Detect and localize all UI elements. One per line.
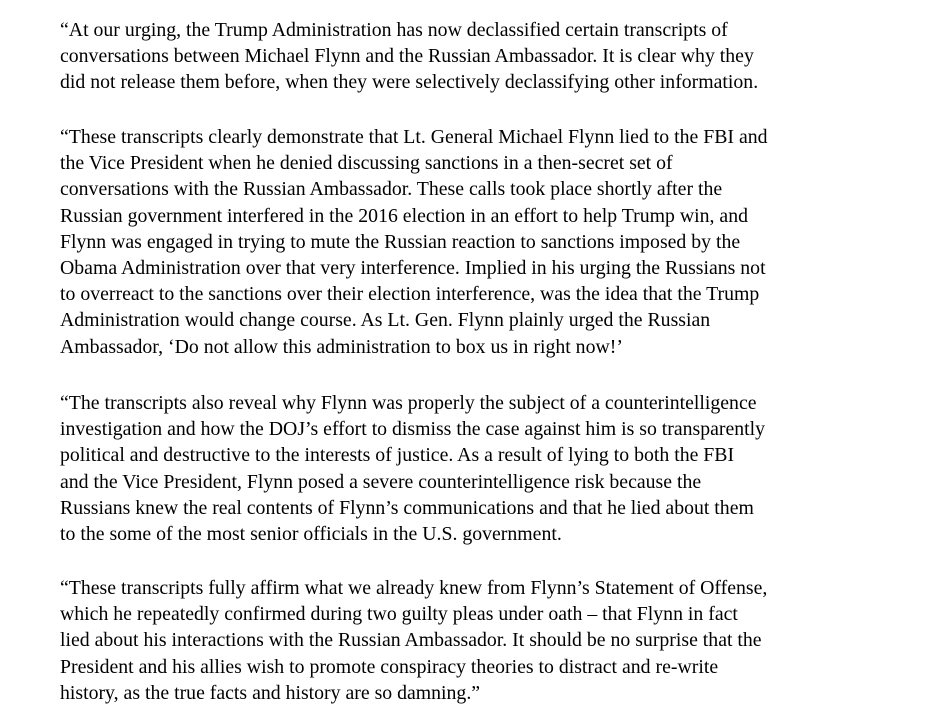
text-line: Russian government interfered in the 2016 election in an effort to help Trump win, and xyxy=(60,204,748,227)
text-line: investigation and how the DOJ’s effort to dismiss the case against him is so transparently xyxy=(60,418,766,441)
text-line: “These transcripts fully affirm what we already knew from Flynn’s Statement of Offense, xyxy=(60,577,768,599)
text-line: “The transcripts also reveal why Flynn was properly the subject of a counterintelligence xyxy=(60,392,757,414)
text-line: to overreact to the sanctions over their election interference, was the idea that the Trump xyxy=(60,283,760,306)
text-line: lied about his interactions with the Russian Ambassador. It should be no surprise that the xyxy=(60,629,762,652)
text-line: Flynn was engaged in trying to mute the Russian reaction to sanctions imposed by the xyxy=(60,230,741,253)
text-line: Russians knew the real contents of Flynn’s communications and that he lied about them xyxy=(60,496,754,519)
text-line: the Vice President when he denied discussing sanctions in a then-secret set of xyxy=(60,152,673,175)
paragraph-4 xyxy=(60,575,767,706)
paragraph-2 xyxy=(60,124,768,360)
text-line: and the Vice President, Flynn posed a severe counterintelligence risk because the xyxy=(60,470,702,493)
text-line: Ambassador, ‘Do not allow this administration to box us in right now!’ xyxy=(60,335,623,358)
text-line: conversations with the Russian Ambassador. These calls took place shortly after the xyxy=(60,178,723,201)
text-line: history, as the true facts and history are so damning.” xyxy=(60,681,481,704)
text-line: Administration would change course. As Lt. Gen. Flynn plainly urged the Russian xyxy=(60,309,711,332)
text-line: “These transcripts clearly demonstrate that Lt. General Michael Flynn lied to the FBI and xyxy=(60,126,768,148)
text-line: to the some of the most senior officials in the U.S. government. xyxy=(60,523,562,546)
text-line: political and destructive to the interests of justice. As a result of lying to both the FBI xyxy=(60,444,735,467)
paragraph-3 xyxy=(60,390,765,547)
paragraph-1 xyxy=(60,17,758,96)
text-line: Obama Administration over that very interference. Implied in his urging the Russians not xyxy=(60,257,766,280)
text-line: which he repeatedly confirmed during two guilty pleas under oath – that Flynn in fact xyxy=(60,603,738,626)
text-line: conversations between Michael Flynn and the Russian Ambassador. It is clear why they xyxy=(60,45,754,68)
text-line: President and his allies wish to promote conspiracy theories to distract and re-write xyxy=(60,655,719,678)
text-line: “At our urging, the Trump Administration has now declassified certain transcripts of xyxy=(60,19,728,41)
text-line: did not release them before, when they were selectively declassifying other information. xyxy=(60,71,759,94)
